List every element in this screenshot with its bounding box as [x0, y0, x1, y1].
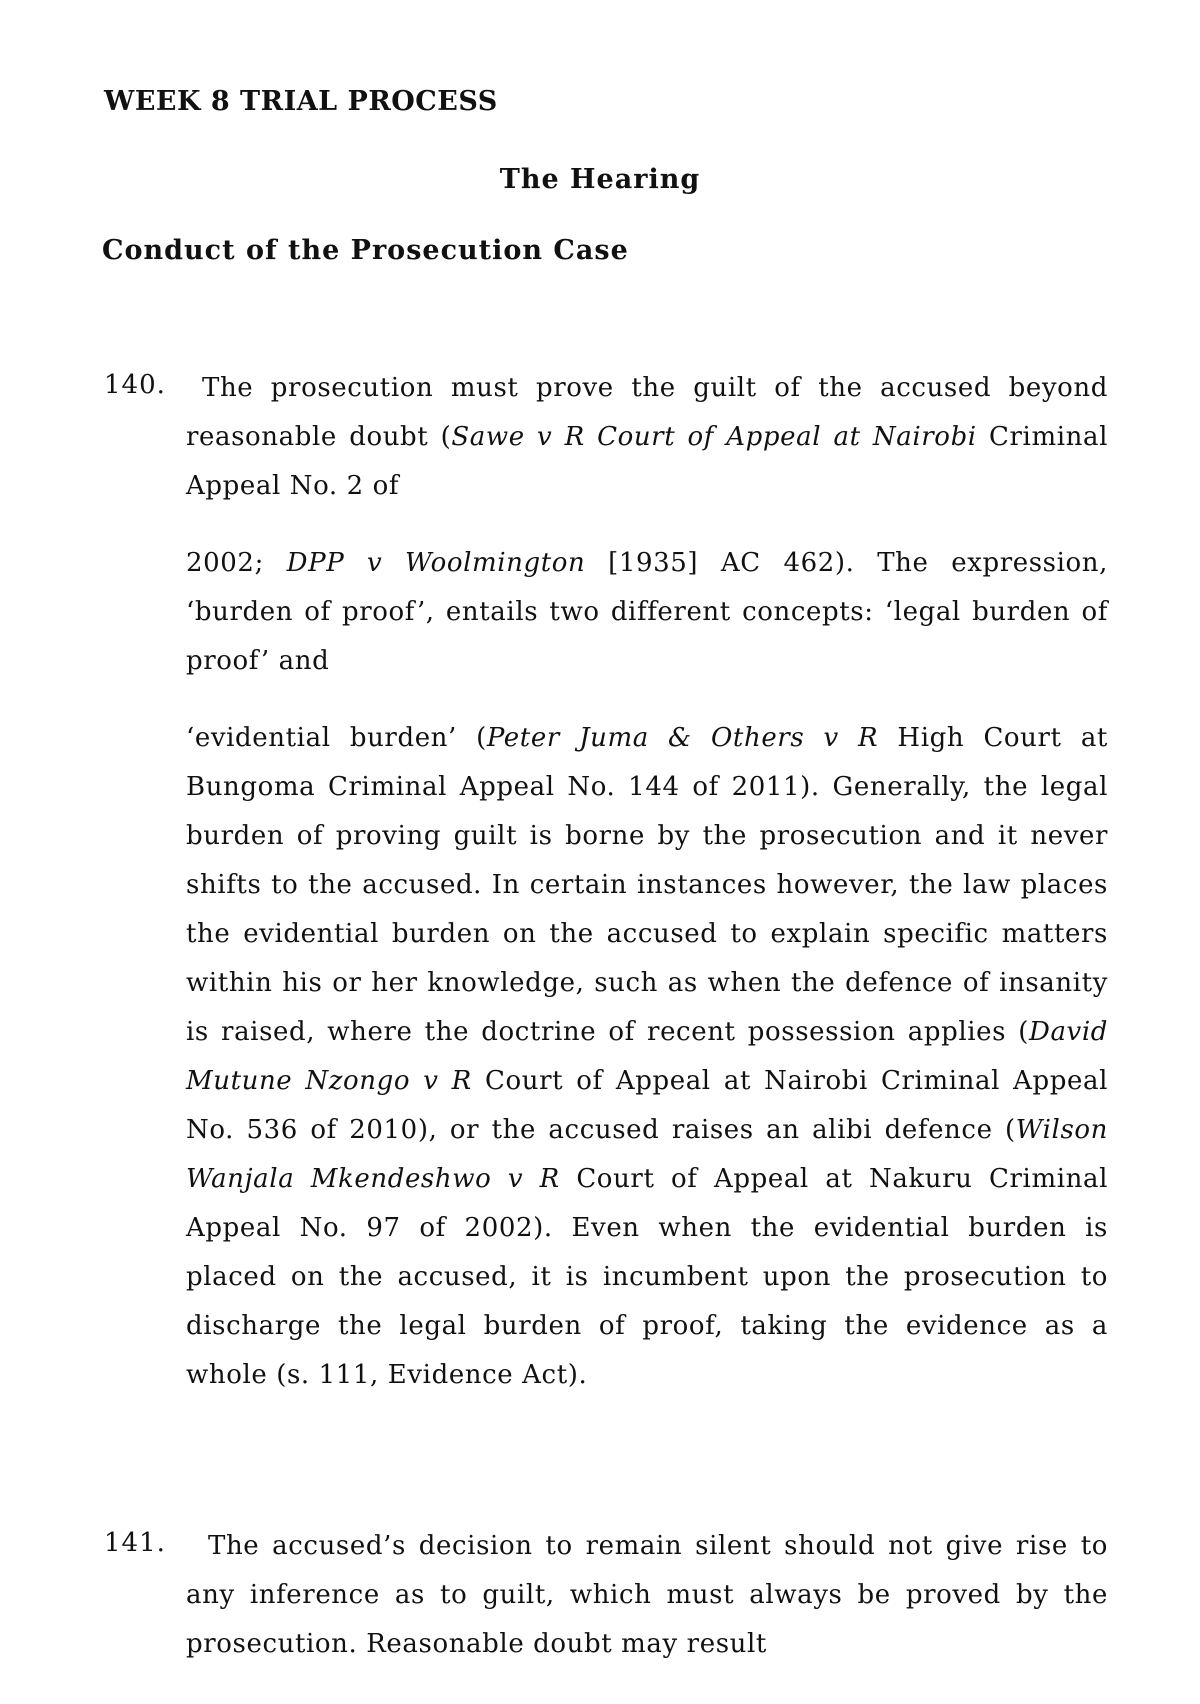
text-run: Court of Appeal at Nakuru Criminal Appeal No. 97 of 2002). Even when the evidential burden is placed on the accused, it is incumbent upon the prosecution to discharge the legal burden of proof, taking the evidence as a whole (s. 111, Evidence Act).: [186, 1164, 1108, 1390]
paragraph-number-141: 141.: [104, 1528, 166, 1558]
text-run: [1935] AC 462). The expression, ‘burden of proof’, entails two different concepts: ‘legal burden of proof’ and: [186, 548, 1108, 676]
paragraph-140-block-2: [186, 539, 1108, 686]
text-run: ‘evidential burden’ (: [186, 723, 487, 753]
text-run: High Court at Bungoma Criminal Appeal No. 144 of 2011). Generally, the legal burden of proving guilt is borne by the prosecution and it never shifts to the accused. In certain instances however, the law places the evidential burden on the accused to explain specific matters within his or her knowledge, such as when the defence of insanity is raised, where the doctrine of recent possession applies (: [186, 723, 1108, 1047]
text-run: The prosecution must prove the guilt of the accused beyond reasonable doubt (: [186, 373, 1108, 452]
week-title: WEEK 8 TRIAL PROCESS: [104, 86, 498, 117]
section-title: Conduct of the Prosecution Case: [102, 235, 629, 266]
paragraph-141-block-1: [186, 1522, 1108, 1669]
text-run: Court of Appeal at Nairobi Criminal Appeal No. 536 of 2010), or the accused raises an alibi defence (: [186, 1066, 1108, 1145]
text-run: The accused’s decision to remain silent should not give rise to any inference as to guilt, which must always be proved by the prosecution. Reasonable doubt may result: [186, 1531, 1108, 1659]
paragraph-140-block-1: [186, 364, 1108, 511]
paragraph-140-block-3: [186, 714, 1108, 1400]
case-citation: Sawe v R Court of Appeal at Nairobi: [451, 422, 977, 452]
case-citation: DPP v Woolmington: [286, 548, 586, 578]
hearing-heading: The Hearing: [499, 164, 701, 195]
text-run: Criminal Appeal No. 2 of: [186, 422, 1108, 501]
case-citation: Peter Juma & Others v R: [486, 723, 879, 753]
case-citation: David Mutune Nzongo v R: [186, 1017, 1108, 1096]
text-run: 2002;: [186, 548, 287, 578]
case-citation: Wilson Wanjala Mkendeshwo v R: [186, 1115, 1108, 1194]
paragraph-number-140: 140.: [104, 370, 166, 400]
